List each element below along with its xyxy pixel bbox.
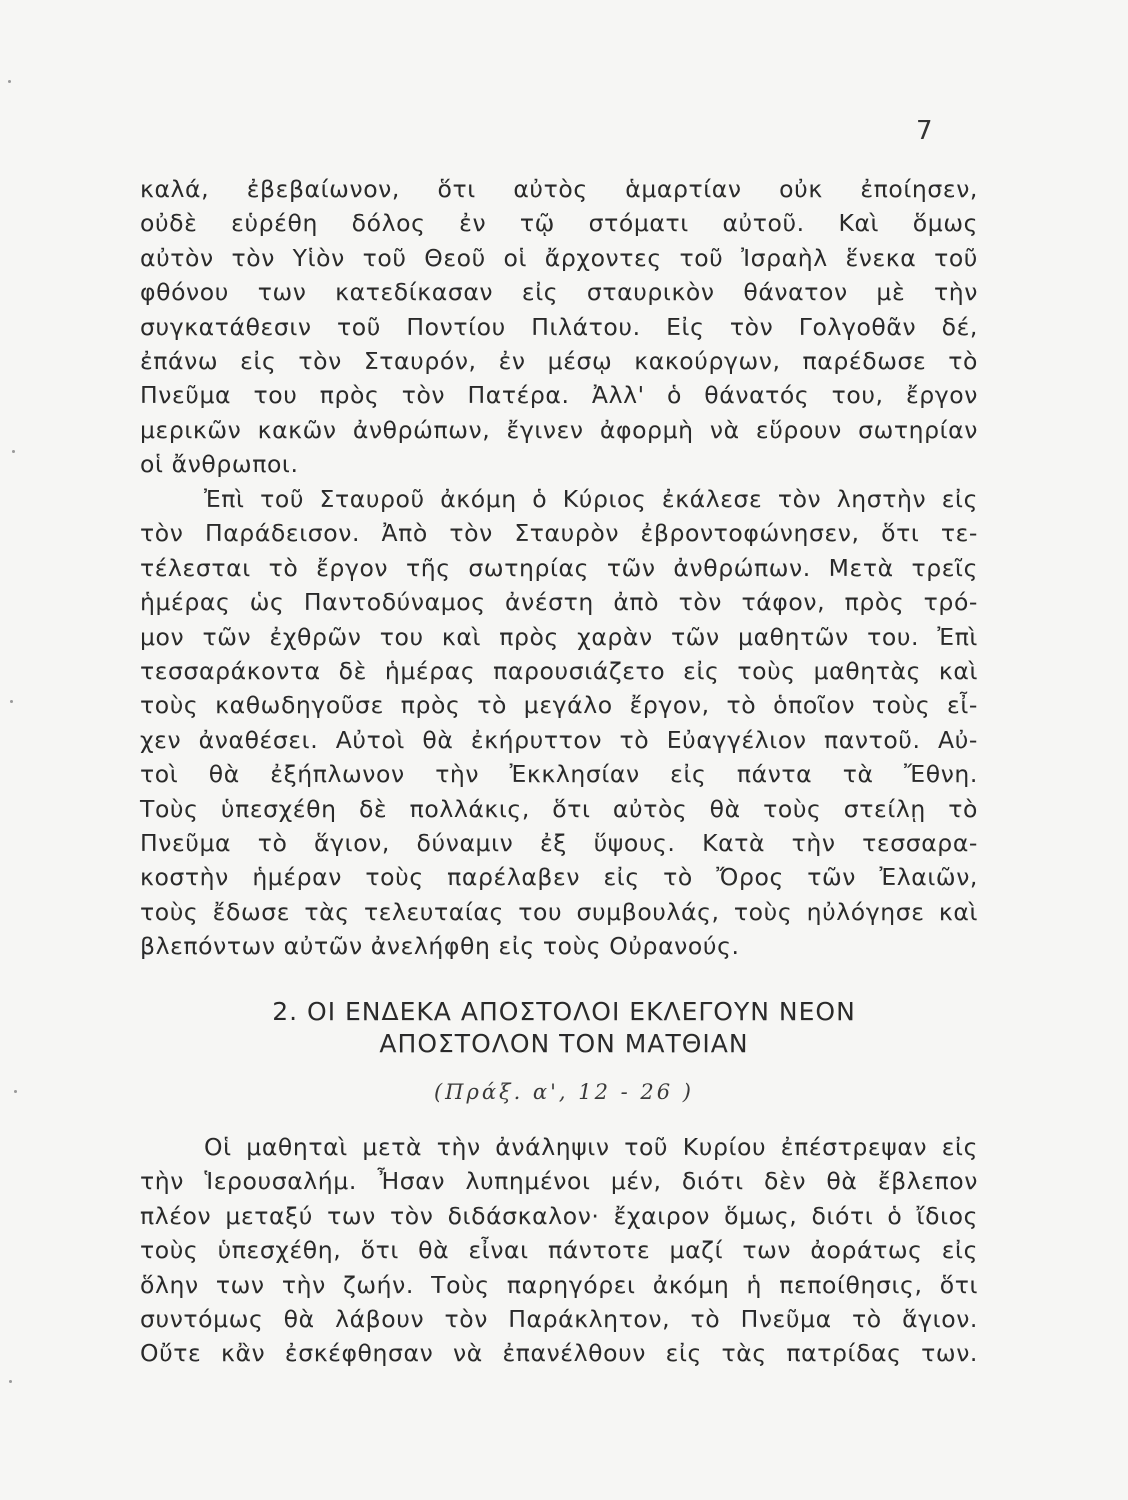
text-line: τὴν Ἱερουσαλήμ. Ἦσαν λυπημένοι μέν, διότι δὲν θὰ ἔβλεπον (140, 1167, 978, 1196)
text-line: κοστὴν ἡμέραν τοὺς παρέλαβεν εἰς τὸ Ὄρος τῶν Ἐλαιῶν, (140, 863, 978, 892)
scan-speck (12, 450, 15, 453)
text-line: τέλεσται τὸ ἔργον τῆς σωτηρίας τῶν ἀνθρώπων. Μετὰ τρεῖς (140, 553, 978, 582)
text-line: τεσσαράκοντα δὲ ἡμέρας παρουσιάζετο εἰς τοὺς μαθητὰς καὶ (140, 656, 978, 685)
paragraph-3 (140, 1130, 978, 1371)
text-line: Πνεῦμα του πρὸς τὸν Πατέρα. Ἀλλ' ὁ θάνατός του, ἔργον (140, 381, 978, 410)
scan-speck (9, 1380, 12, 1383)
text-line: τοὺς ὑπεσχέθη, ὅτι θὰ εἶναι πάντοτε μαζί των ἀοράτως εἰς (140, 1236, 978, 1265)
scripture-reference: (Πράξ. α', 12 - 26 ) (433, 1080, 694, 1104)
text-line: οἱ ἄνθρωποι. (140, 450, 299, 479)
text-line: συγκατάθεσιν τοῦ Ποντίου Πιλάτου. Εἰς τὸν Γολγοθᾶν δέ, (140, 312, 978, 341)
text-line: τοὺς ἔδωσε τὰς τελευταίας του συμβουλάς, τοὺς ηὐλόγησε καὶ (140, 897, 978, 926)
text-line: Οἱ μαθηταὶ μετὰ τὴν ἀνάληψιν τοῦ Κυρίου ἐπέστρεψαν εἰς (204, 1133, 978, 1161)
text-line: τοὶ θὰ ἐξήπλωνον τὴν Ἐκκλησίαν εἰς πάντα τὰ Ἔθνη. (140, 760, 978, 789)
section-heading-line-2: ΑΠΟΣΤΟΛΟΝ ΤΟΝ ΜΑΤΘΙΑΝ (379, 1029, 749, 1058)
text-line: οὐδὲ εὑρέθη δόλος ἐν τῷ στόματι αὐτοῦ. Καὶ ὅμως (140, 209, 978, 238)
text-line: χεν ἀναθέσει. Αὐτοὶ θὰ ἐκήρυττον τὸ Εὐαγγέλιον παντοῦ. Αὐ- (140, 725, 978, 754)
text-line: ὅλην των τὴν ζωήν. Τοὺς παρηγόρει ἀκόμη ἡ πεποίθησις, ὅτι (140, 1270, 978, 1299)
text-line: αὐτὸν τὸν Υἱὸν τοῦ Θεοῦ οἱ ἄρχοντες τοῦ Ἰσραὴλ ἕνεκα τοῦ (140, 243, 978, 272)
text-line: συντόμως θὰ λάβουν τὸν Παράκλητον, τὸ Πνεῦμα τὸ ἅγιον. (140, 1304, 978, 1333)
text-line: μον τῶν ἐχθρῶν του καὶ πρὸς χαρὰν τῶν μαθητῶν του. Ἐπὶ (140, 622, 978, 651)
text-line: τὸν Παράδεισον. Ἀπὸ τὸν Σταυρὸν ἐβροντοφώνησεν, ὅτι τε- (140, 519, 978, 548)
text-line: Πνεῦμα τὸ ἅγιον, δύναμιν ἐξ ὕψους. Κατὰ τὴν τεσσαρα- (140, 828, 978, 857)
text-line: Τοὺς ὑπεσχέθη δὲ πολλάκις, ὅτι αὐτὸς θὰ τοὺς στείλῃ τὸ (140, 794, 978, 823)
text-line: καλά, ἐβεβαίωνον, ὅτι αὐτὸς ἁμαρτίαν οὐκ ἐποίησεν, (140, 175, 978, 203)
text-line: Ἐπὶ τοῦ Σταυροῦ ἀκόμη ὁ Κύριος ἐκάλεσε τὸν ληστὴν εἰς (204, 485, 978, 513)
text-line: βλεπόντων αὐτῶν ἀνελήφθη εἰς τοὺς Οὐρανούς. (140, 932, 740, 961)
paragraph-2 (140, 482, 978, 963)
text-line: ἡμέρας ὡς Παντοδύναμος ἀνέστη ἀπὸ τὸν τάφον, πρὸς τρό- (140, 588, 978, 617)
text-line: ἐπάνω εἰς τὸν Σταυρόν, ἐν μέσῳ κακούργων, παρέδωσε τὸ (140, 346, 978, 375)
section-heading (140, 996, 988, 1060)
paragraph-1 (140, 172, 978, 482)
text-line: φθόνου των κατεδίκασαν εἰς σταυρικὸν θάνατον μὲ τὴν (140, 278, 978, 307)
scan-speck (14, 1090, 17, 1093)
text-line: τοὺς καθωδηγοῦσε πρὸς τὸ μεγάλο ἔργον, τὸ ὁποῖον τοὺς εἶ- (140, 691, 978, 720)
text-line: πλέον μεταξύ των τὸν διδάσκαλον· ἔχαιρον ὅμως, διότι ὁ ἴδιος (140, 1201, 978, 1230)
scan-speck (10, 700, 13, 703)
section-heading-line-1: 2. ΟΙ ΕΝΔΕΚΑ ΑΠΟΣΤΟΛΟΙ ΕΚΛΕΓΟΥΝ ΝΕΟΝ (272, 997, 856, 1026)
text-line: Οὔτε κἂν ἐσκέφθησαν νὰ ἐπανέλθουν εἰς τὰς πατρίδας των. (140, 1339, 978, 1368)
text-line: μερικῶν κακῶν ἀνθρώπων, ἔγινεν ἀφορμὴ νὰ εὕρουν σωτηρίαν (140, 415, 978, 444)
page-number: 7 (916, 116, 933, 146)
scan-speck (8, 80, 11, 83)
